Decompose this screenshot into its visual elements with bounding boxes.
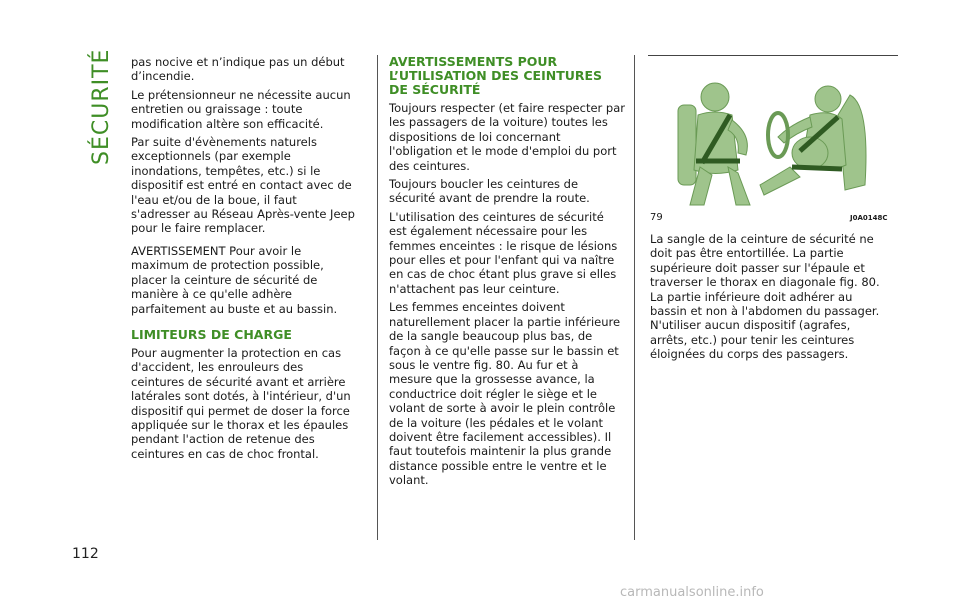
column-1 — [131, 55, 359, 465]
col1-paragraph-2: Le prétensionneur ne nécessite aucun entretien ou graissage : toute modification altère son efficacité. — [131, 87, 351, 131]
col2-paragraph-3: L'utilisation des ceintures de sécurité est également nécessaire pour les femmes enceintes : le risque de lésions pour elles et pour l'enfant qui va naître en cas de choc étant plus grave si elles n'attachent pas leur ceinture. — [389, 209, 618, 296]
page-number: 112 — [72, 546, 99, 562]
col2-paragraph-2: Toujours boucler les ceintures de sécurité avant de prendre la route. — [389, 177, 590, 206]
chapter-title-svg — [50, 45, 120, 165]
section-heading-avertissements: AVERTISSEMENTS POUR L’UTILISATION DES CEINTURES DE SÉCURITÉ — [389, 54, 603, 97]
column-divider-2 — [634, 55, 635, 540]
col1-paragraph-1: pas nocive et n’indique pas un début d’incendie. — [131, 55, 345, 84]
section-heading-limiteurs: LIMITEURS DE CHARGE — [131, 326, 292, 342]
col2-paragraph-1: Toujours respecter (et faire respecter par les passagers de la voiture) toutes les dispositions de loi concernant l'obligation et le mode d'emploi du port des ceintures. — [389, 101, 626, 173]
column-divider-1 — [377, 55, 378, 540]
figure-top-rule — [648, 55, 898, 56]
column-3 — [650, 232, 885, 366]
col1-warning: AVERTISSEMENT Pour avoir le maximum de protection possible, placer la ceinture de sécurité de manière à ce qu'elle adhère parfaitement au buste et au bassin. — [131, 243, 338, 316]
chapter-title — [50, 45, 120, 165]
col1-paragraph-3: Par suite d'évènements naturels exceptionnels (par exemple inondations, tempêtes, etc.) si le dispositif est entré en contact avec de l'eau et/ou de la boue, il faut s'adresser au Réseau Après-vente Jeep pour le faire remplacer. — [131, 135, 355, 236]
col3-paragraph-1: La sangle de la ceinture de sécurité ne doit pas être entortillée. La partie supérieure doit passer sur l'épaule et traverser le thorax en diagonale fig. 80. La partie inférieure doit adhérer au bassin et non à l'abdomen du passager. N'utiliser aucun dispositif (agrafes, arrêts, etc.) pour tenir les ceintures éloignées du corps des passagers. — [650, 232, 880, 362]
col2-paragraph-4: Les femmes enceintes doivent naturellement placer la partie inférieure de la sangle beaucoup plus bas, de façon à ce qu'elle passe sur le bassin et sous le ventre fig. 80. Au fur et à mesure que la grossesse avance, la conductrice doit régler le siège et le volant de sorte à avoir le plein contrôle de la voiture (les pédales et le volant doivent être facilement accessibles). Il faut toutefois maintenir la plus grande distance possible entre le ventre et le volant. — [389, 300, 621, 488]
column-2 — [389, 55, 625, 492]
col1-paragraph-5: Pour augmenter la protection en cas d'accident, les enrouleurs des ceintures de sécurité avant et arrière latérales sont dotés, à l'intérieur, d'un dispositif qui permet de doser la force appliquée sur le thorax et les épaules pendant l'action de retenue des ceintures en cas de choc frontal. — [131, 345, 351, 461]
seatbelt-illustration — [660, 75, 888, 211]
chapter-title-text: SÉCURITÉ — [89, 48, 114, 165]
watermark: carmanualsonline.info — [620, 585, 764, 600]
figure-number: 79 — [650, 212, 663, 223]
figure-code: J0A0148C — [850, 214, 888, 222]
seatbelt-illustration-svg — [660, 75, 888, 211]
